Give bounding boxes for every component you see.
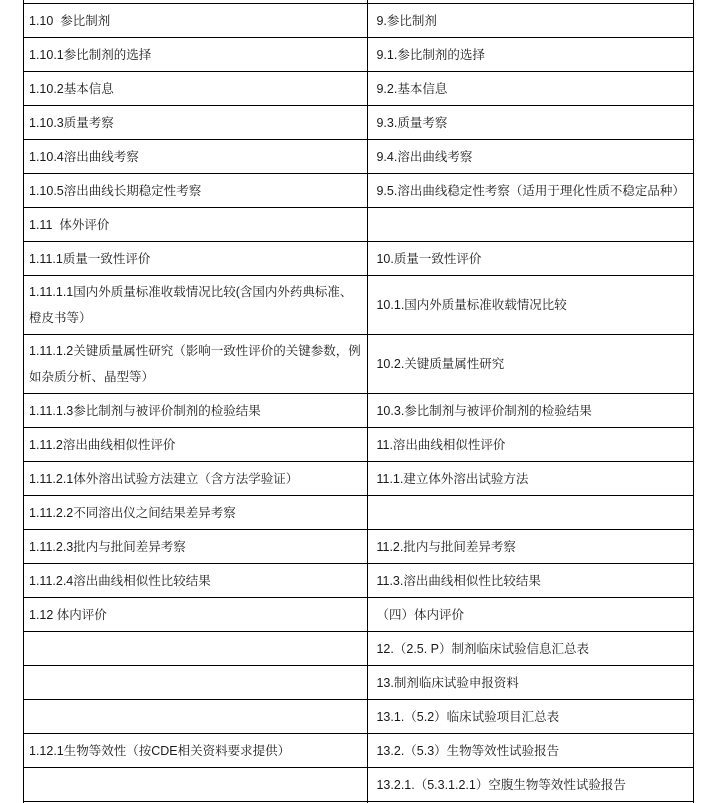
cell-text-left: 1.11.2.4溶出曲线相似性比较结果 (29, 573, 211, 588)
cell-text-left: 1.11.2.1体外溶出试验方法建立（含方法学验证） (29, 471, 299, 486)
table-cell-left (24, 4, 368, 37)
cell-text-left: 1.11.1.2关键质量属性研究（影响一致性评价的关键参数，例如杂质分析、晶型等） (29, 344, 361, 384)
cell-text-left: 1.10 参比制剂 (29, 13, 111, 28)
table-row (24, 734, 693, 768)
table-cell-right (368, 38, 693, 71)
table-row (24, 564, 693, 598)
table-cell-left (24, 276, 368, 334)
cell-text-left: 1.10.4溶出曲线考察 (29, 149, 139, 164)
table-cell-right (368, 632, 693, 665)
table-cell-left (24, 734, 368, 767)
table-row (24, 428, 693, 462)
table-cell-left (24, 428, 368, 461)
table-cell-left (24, 140, 368, 173)
table-cell-right (368, 276, 693, 334)
cell-text-right: 11.3.溶出曲线相似性比较结果 (376, 573, 541, 588)
table-row (24, 700, 693, 734)
table-row (24, 530, 693, 564)
cell-text-left: 1.10.5溶出曲线长期稳定性考察 (29, 183, 202, 198)
cell-text-left: 1.12 体内评价 (29, 607, 107, 622)
table-cell-right (368, 106, 693, 139)
table-cell-right (368, 174, 693, 207)
table-cell-left (24, 242, 368, 275)
table-cell-left (24, 174, 368, 207)
table-cell-left (24, 564, 368, 597)
table-cell-left (24, 208, 368, 241)
cell-text-right: 9.参比制剂 (376, 13, 437, 28)
table-row (24, 208, 693, 242)
cell-text-right: 9.2.基本信息 (376, 81, 448, 96)
cell-text-left: 1.11.2.3批内与批间差异考察 (29, 539, 186, 554)
table-cell-right (368, 208, 693, 241)
cell-text-right: 10.2.关键质量属性研究 (376, 357, 505, 371)
cell-text-left: 1.10.1参比制剂的选择 (29, 47, 152, 62)
table-row (24, 38, 693, 72)
cell-text-right: 10.3.参比制剂与被评价制剂的检验结果 (376, 403, 592, 418)
table-cell-left (24, 530, 368, 563)
cell-text-left: 1.10.2基本信息 (29, 81, 114, 96)
cell-text-left: 1.10.3质量考察 (29, 115, 114, 130)
cell-text-left: 1.12.1生物等效性（按CDE相关资料要求提供） (29, 743, 291, 758)
cell-text-right: 9.5.溶出曲线稳定性考察（适用于理化性质不稳定品种） (376, 183, 685, 198)
table-cell-left (24, 768, 368, 801)
cell-text-right: 11.1.建立体外溶出试验方法 (376, 471, 529, 486)
dossier-comparison-table (23, 0, 694, 803)
table-body (24, 4, 693, 802)
table-cell-right (368, 734, 693, 767)
table-cell-left (24, 335, 368, 393)
table-row (24, 72, 693, 106)
table-row (24, 496, 693, 530)
table-row (24, 140, 693, 174)
table-row (24, 394, 693, 428)
cell-text-right: 11.溶出曲线相似性评价 (376, 437, 506, 452)
table-row (24, 462, 693, 496)
table-row (24, 4, 693, 38)
table-row (24, 598, 693, 632)
table-cell-left (24, 394, 368, 427)
cell-text-right: 13.2.（5.3）生物等效性试验报告 (376, 743, 560, 758)
cell-text-right: 9.4.溶出曲线考察 (376, 149, 473, 164)
cell-text-left: 1.11.1质量一致性评价 (29, 251, 151, 266)
cell-text-right: 9.1.参比制剂的选择 (376, 47, 485, 62)
table-cell-right (368, 140, 693, 173)
table-row (24, 632, 693, 666)
cell-text-left: 1.11.1.1国内外质量标准收载情况比较(含国内外药典标准、橙皮书等） (29, 285, 353, 325)
table-row (24, 276, 693, 335)
table-cell-right (368, 428, 693, 461)
table-cell-left (24, 462, 368, 495)
table-cell-left (24, 632, 368, 665)
table-cell-right (368, 666, 693, 699)
table-row (24, 768, 693, 802)
table-row (24, 666, 693, 700)
table-cell-right (368, 394, 693, 427)
cell-text-right: 13.制剂临床试验申报资料 (376, 675, 519, 690)
table-cell-right (368, 4, 693, 37)
table-cell-right (368, 72, 693, 105)
cell-text-right: （四）体内评价 (376, 607, 464, 622)
table-row (24, 174, 693, 208)
table-cell-right (368, 242, 693, 275)
table-cell-left (24, 72, 368, 105)
table-row (24, 335, 693, 394)
cell-text-left: 1.11 体外评价 (29, 217, 110, 232)
table-cell-left (24, 666, 368, 699)
table-cell-right (368, 530, 693, 563)
cell-text-right: 12.（2.5. P）制剂临床试验信息汇总表 (376, 641, 590, 656)
table-cell-right (368, 496, 693, 529)
table-cell-left (24, 106, 368, 139)
cell-text-right: 13.2.1.（5.3.1.2.1）空腹生物等效性试验报告 (376, 777, 626, 792)
table-cell-right (368, 462, 693, 495)
cell-text-right: 13.1.（5.2）临床试验项目汇总表 (376, 709, 560, 724)
cell-text-right: 10.质量一致性评价 (376, 251, 482, 266)
table-cell-right (368, 335, 693, 393)
table-cell-right (368, 564, 693, 597)
table-cell-right (368, 768, 693, 801)
cell-text-right: 10.1.国内外质量标准收载情况比较 (376, 298, 567, 312)
table-row (24, 106, 693, 140)
cell-text-right: 9.3.质量考察 (376, 115, 448, 130)
cell-text-right: 11.2.批内与批间差异考察 (376, 539, 516, 554)
cell-text-left: 1.11.2.2不同溶出仪之间结果差异考察 (29, 505, 236, 520)
table-cell-left (24, 38, 368, 71)
table-cell-right (368, 598, 693, 631)
table-row (24, 242, 693, 276)
cell-text-left: 1.11.2溶出曲线相似性评价 (29, 437, 176, 452)
table-cell-right (368, 700, 693, 733)
cell-text-left: 1.11.1.3参比制剂与被评价制剂的检验结果 (29, 403, 261, 418)
table-cell-left (24, 598, 368, 631)
table-cell-left (24, 496, 368, 529)
table-cell-left (24, 700, 368, 733)
